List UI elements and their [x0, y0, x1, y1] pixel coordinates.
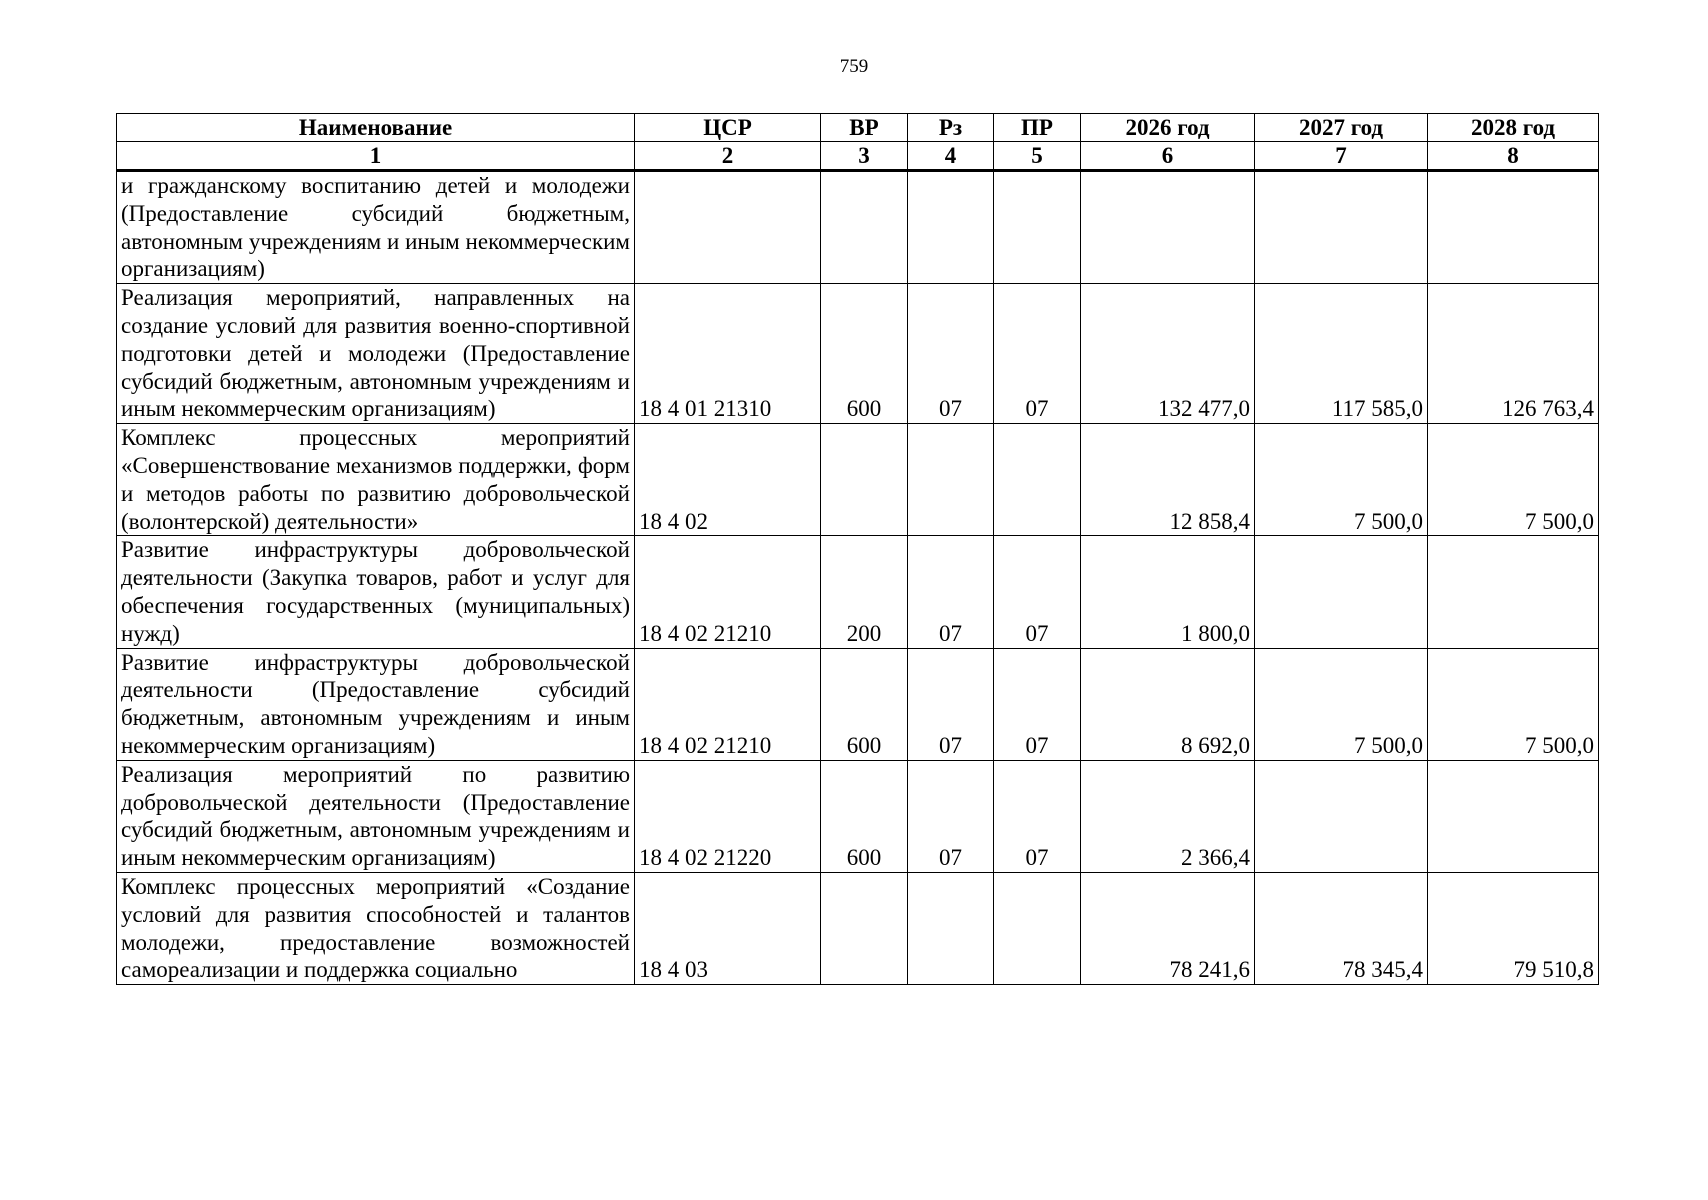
row-pr: 07	[994, 760, 1081, 872]
row-pr: 07	[994, 648, 1081, 760]
row-name: Комплекс процессных мероприятий «Создание условий для развития способностей и талантов молодежи, предоставление возможностей самореализации и поддержка социально	[117, 872, 635, 984]
row-amount-2026	[1081, 171, 1255, 284]
row-vr	[821, 424, 908, 536]
row-pr	[994, 872, 1081, 984]
row-vr: 600	[821, 284, 908, 424]
row-amount-2027	[1255, 760, 1428, 872]
row-rz	[908, 171, 994, 284]
row-rz: 07	[908, 648, 994, 760]
row-csr: 18 4 03	[635, 872, 821, 984]
header-rz: Рз	[908, 114, 994, 142]
row-rz	[908, 424, 994, 536]
row-amount-2027	[1255, 171, 1428, 284]
table-header-row	[117, 114, 1599, 142]
budget-table	[116, 113, 1599, 985]
column-number: 5	[994, 142, 1081, 171]
table-row	[117, 171, 1599, 284]
header-2026: 2026 год	[1081, 114, 1255, 142]
column-number: 4	[908, 142, 994, 171]
row-amount-2027: 7 500,0	[1255, 648, 1428, 760]
header-2027: 2027 год	[1255, 114, 1428, 142]
row-pr: 07	[994, 284, 1081, 424]
row-csr	[635, 171, 821, 284]
row-amount-2027: 7 500,0	[1255, 424, 1428, 536]
row-amount-2028: 7 500,0	[1428, 648, 1599, 760]
row-name: Комплекс процессных мероприятий «Совершенствование механизмов поддержки, форм и методов работы по развитию добровольческой (волонтерской) деятельности»	[117, 424, 635, 536]
row-csr: 18 4 01 21310	[635, 284, 821, 424]
row-vr	[821, 872, 908, 984]
page-number: 759	[839, 56, 869, 77]
row-vr: 600	[821, 648, 908, 760]
row-name: Развитие инфраструктуры добровольческой деятельности (Закупка товаров, работ и услуг для обеспечения государственных (муниципальных) нужд)	[117, 536, 635, 648]
column-number: 2	[635, 142, 821, 171]
header-vr: ВР	[821, 114, 908, 142]
column-number: 3	[821, 142, 908, 171]
header-pr: ПР	[994, 114, 1081, 142]
row-rz	[908, 872, 994, 984]
row-csr: 18 4 02 21210	[635, 536, 821, 648]
row-amount-2027: 117 585,0	[1255, 284, 1428, 424]
header-csr: ЦСР	[635, 114, 821, 142]
row-rz: 07	[908, 760, 994, 872]
row-amount-2027	[1255, 536, 1428, 648]
row-pr	[994, 171, 1081, 284]
row-vr	[821, 171, 908, 284]
row-amount-2026: 12 858,4	[1081, 424, 1255, 536]
row-amount-2026: 8 692,0	[1081, 648, 1255, 760]
row-pr: 07	[994, 536, 1081, 648]
header-name: Наименование	[117, 114, 635, 142]
column-number: 7	[1255, 142, 1428, 171]
row-amount-2027: 78 345,4	[1255, 872, 1428, 984]
row-name: Реализация мероприятий, направленных на создание условий для развития военно-спортивной подготовки детей и молодежи (Предоставление субсидий бюджетным, автономным учреждениям и иным некоммерческим организациям)	[117, 284, 635, 424]
row-name: Развитие инфраструктуры добровольческой деятельности (Предоставление субсидий бюджетным, автономным учреждениям и иным некоммерческим организациям)	[117, 648, 635, 760]
table-row	[117, 648, 1599, 760]
column-number: 8	[1428, 142, 1599, 171]
row-pr	[994, 424, 1081, 536]
column-number: 6	[1081, 142, 1255, 171]
row-name: Реализация мероприятий по развитию добровольческой деятельности (Предоставление субсидий бюджетным, автономным учреждениям и иным некоммерческим организациям)	[117, 760, 635, 872]
column-number-row	[117, 142, 1599, 171]
row-vr: 600	[821, 760, 908, 872]
row-amount-2026: 1 800,0	[1081, 536, 1255, 648]
row-vr: 200	[821, 536, 908, 648]
row-name: и гражданскому воспитанию детей и молодежи (Предоставление субсидий бюджетным, автономным учреждениям и иным некоммерческим организациям)	[117, 171, 635, 284]
row-amount-2028	[1428, 536, 1599, 648]
row-rz: 07	[908, 284, 994, 424]
row-amount-2028: 7 500,0	[1428, 424, 1599, 536]
row-amount-2028: 126 763,4	[1428, 284, 1599, 424]
header-2028: 2028 год	[1428, 114, 1599, 142]
row-amount-2026: 2 366,4	[1081, 760, 1255, 872]
column-number: 1	[117, 142, 635, 171]
row-amount-2028	[1428, 760, 1599, 872]
table-row	[117, 284, 1599, 424]
table-row	[117, 760, 1599, 872]
row-csr: 18 4 02 21220	[635, 760, 821, 872]
row-csr: 18 4 02	[635, 424, 821, 536]
row-amount-2026: 132 477,0	[1081, 284, 1255, 424]
row-amount-2028: 79 510,8	[1428, 872, 1599, 984]
row-rz: 07	[908, 536, 994, 648]
row-csr: 18 4 02 21210	[635, 648, 821, 760]
table-row	[117, 872, 1599, 984]
row-amount-2026: 78 241,6	[1081, 872, 1255, 984]
table-row	[117, 424, 1599, 536]
row-amount-2028	[1428, 171, 1599, 284]
table-row	[117, 536, 1599, 648]
